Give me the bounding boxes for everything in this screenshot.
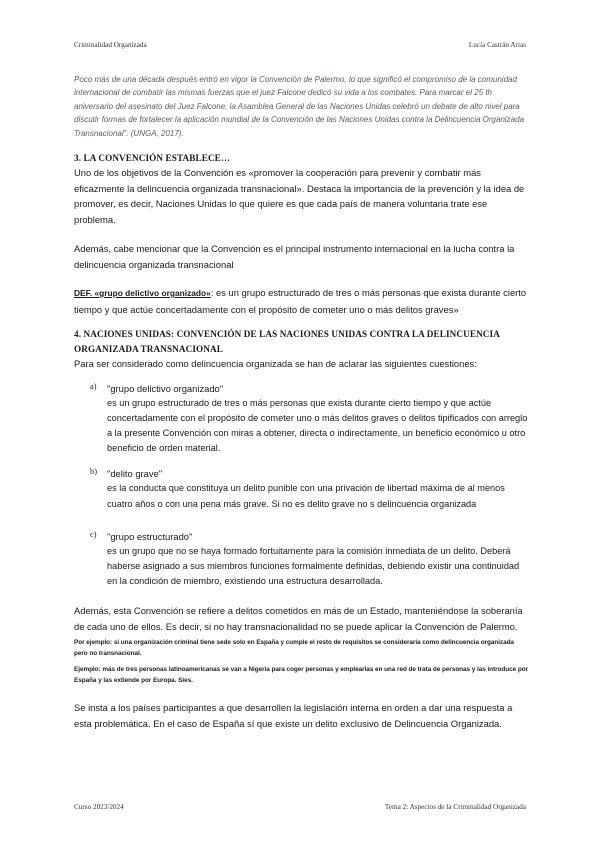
quote-paragraph: Poco más de una década después entró en vigor la Convención de Palermo, lo que significó el compromiso de la comunidad internacional de combatir las mismas fuerzas que el juez Falcone dedicó su vida a los combates. Para marcar el 25 th aniversario del asesinato del Juez Falcone, la Asamblea General de las Naciones Unidas celebró un debate de alto nivel para discutir formas de fortalecer la aplicación mundial de la Convención de las Naciones Unidas contra la Delincuencia Organizada Transnacional”. (UNGA, 2017). (74, 75, 525, 138)
list-item-term: "grupo estructurado" (107, 530, 193, 542)
list-item-c (74, 529, 528, 590)
list-item-term: "grupo delictivo organizado" (107, 382, 224, 394)
list-item-description: es un grupo que no se haya formado fortuitamente para la comisión inmediata de un delito. Deberá haberse asignado a sus miembros funciones formalmente definidas, debiendo existir una continuidad en la condición de miembro, existiendo una estructura desarrollada. (107, 545, 520, 587)
footer-right: Tema 2: Aspectos de la Criminalidad Organizada (384, 803, 526, 811)
example-1-text: si una organización criminal tiene sede solo en España y cumple el resto de requisitos se consideraría como delincuencia organizada pero no transnacional. (74, 639, 514, 658)
example-2 (74, 664, 528, 686)
example-2-label: Ejemplo: (74, 666, 101, 674)
list-item-b (74, 466, 528, 511)
page-content (74, 73, 528, 731)
list-item-term: "delito grave" (107, 468, 163, 480)
footer-left: Curso 2023/2024 (74, 803, 124, 811)
definition-label: DEF. «grupo delictivo organizado» (74, 288, 211, 299)
definition-text: : es un grupo estructurado de tres o más personas que exista durante cierto tiempo y que actúe concertadamente con el propósito de cometer uno o más delitos graves» (74, 287, 527, 315)
example-2-text: más de tres personas latinoamericanas se van a Nigeria para coger personas y emplearlas en una red de trata de personas y las introduce por España y las extiende por Europa. Sies. (74, 666, 528, 685)
list-marker: a) (90, 381, 97, 391)
section-3-paragraph-2: Además, cabe mencionar que la Convención es el principal instrumento internacional en la lucha contra la delincuencia organizada transnacional (74, 243, 515, 270)
transnational-paragraph: Además, esta Convención se refiere a delitos cometidos en más de un Estado, manteniéndose la soberanía de cada uno de ellos. Es decir, si no hay transnacionalidad no se puede aplicar la Convención de Palermo. (74, 605, 523, 632)
header-left: Criminalidad Organizada (74, 41, 147, 49)
section-4-intro: Para ser considerado como delincuencia organizada se han de aclarar las siguientes cuestiones: (74, 358, 477, 370)
section-3-title: 3. LA CONVENCIÓN ESTABLECE… (74, 153, 231, 164)
section-4-title: 4. NACIONES UNIDAS: CONVENCIÓN DE LAS NACIONES UNIDAS CONTRA LA DELINCUENCIA ORGANIZADA TRANSNACIONAL (74, 329, 500, 354)
list-marker: c) (90, 529, 97, 539)
definition-paragraph (74, 285, 528, 317)
list-marker: b) (90, 467, 97, 477)
header-right: Lucía Castrán Arias (468, 41, 526, 49)
section-3-paragraph-1: Uno de los objetivos de la Convención es «promover la cooperación para prevenir y combatir más eficazmente la delincuencia organizada transnacional». Destaca la importancia de la prevención y la idea de promover, es decir, Naciones Unidas lo que quiere es que cada país de manera voluntaria trate ese problema. (74, 167, 525, 225)
example-1-label: Por ejemplo: (74, 639, 113, 647)
list-item-description: es la conducta que constituya un delito punible con una privación de libertad máxima de al menos cuatro años o con una pena más grave. Si no es delito grave no s delincuencia organizada (107, 483, 505, 509)
example-1 (74, 637, 528, 659)
final-paragraph: Se insta a los países participantes a que desarrollen la legislación interna en orden a dar una respuesta a esta problemática. En el caso de España sí que existe un delito exclusivo de Delincuencia Organizada. (74, 702, 513, 729)
list-item-description: es un grupo estructurado de tres o más personas que exista durante cierto tiempo y que actúe concertadamente con el propósito de cometer uno o más delitos graves o delitos tipificados con arreglo a la presente Convención con miras a obtener, directa o indirectamente, un beneficio económico u otro beneficio de orden material. (107, 397, 528, 454)
list-item-a (74, 381, 528, 457)
